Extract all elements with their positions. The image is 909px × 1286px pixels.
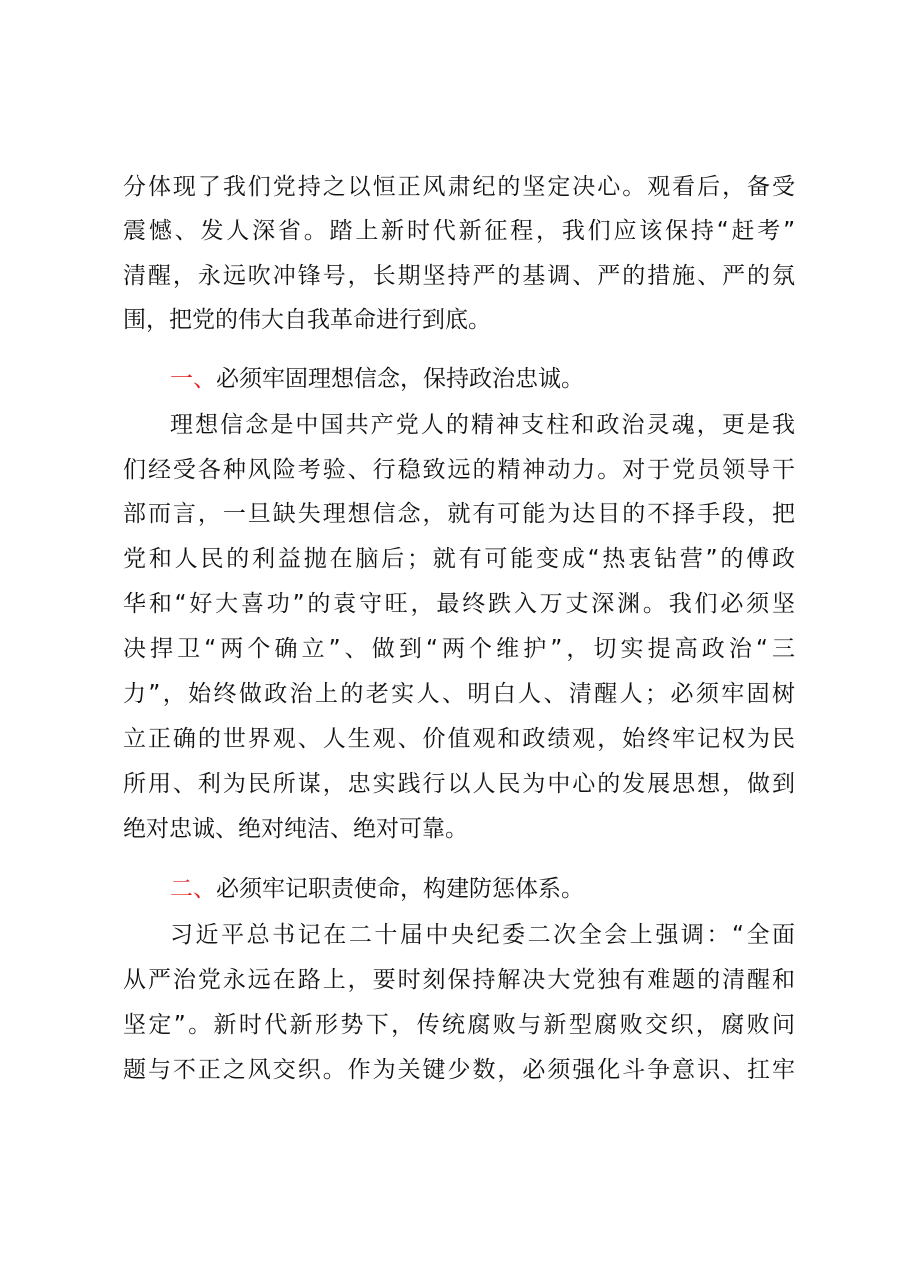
section-number: 一、 [170,366,216,392]
section-number: 二、 [170,876,216,902]
paragraph-line: 所用、利为民所谋，忠实践行以人民为中心的发展思想，做到 [123,771,795,797]
paragraph-line: 党和人民的利益抛在脑后；就有可能变成“热衷钻营”的傅政 [123,546,795,572]
section-heading-2 [170,867,584,911]
paragraph-line: 震憾、发人深省。踏上新时代新征程，我们应该保持“赶考” [123,218,795,244]
paragraph-line: 力”，始终做政治上的老实人、明白人、清醒人；必须牢固树 [123,681,795,707]
paragraph-line: 们经受各种风险考验、行稳致远的精神动力。对于党员领导干 [123,457,795,483]
paragraph-line: 分体现了我们党持之以恒正风肃纪的坚定决心。观看后，备受 [123,174,795,200]
section-title: 必须牢固理想信念，保持政治忠诚。 [216,366,584,392]
paragraph-line: 从严治党永远在路上，要时刻保持解决大党独有难题的清醒和 [123,967,795,993]
paragraph-line: 华和“好大喜功”的袁守旺，最终跌入万丈深渊。我们必须坚 [123,591,795,617]
paragraph-line: 围，把党的伟大自我革命进行到底。 [123,307,491,333]
paragraph-line: 习近平总书记在二十届中央纪委二次全会上强调：“全面 [170,922,795,948]
paragraph-line: 理想信念是中国共产党人的精神支柱和政治灵魂，更是我 [170,412,795,438]
paragraph-line: 绝对忠诚、绝对纯洁、绝对可靠。 [123,816,468,842]
paragraph-line: 坚定”。新时代新形势下，传统腐败与新型腐败交织，腐败问 [123,1012,795,1038]
paragraph-line: 题与不正之风交织。作为关键少数，必须强化斗争意识、扛牢 [123,1057,795,1083]
paragraph-line: 决捍卫“两个确立”、做到“两个维护”，切实提高政治“三 [123,636,795,662]
paragraph-line: 清醒，永远吹冲锋号，长期坚持严的基调、严的措施、严的氛 [123,263,795,289]
paragraph-line: 部而言，一旦缺失理想信念，就有可能为达目的不择手段，把 [123,501,795,527]
paragraph-line: 立正确的世界观、人生观、价值观和政绩观，始终牢记权为民 [123,726,795,752]
section-title: 必须牢记职责使命，构建防惩体系。 [216,876,584,902]
section-heading-1 [170,357,584,401]
